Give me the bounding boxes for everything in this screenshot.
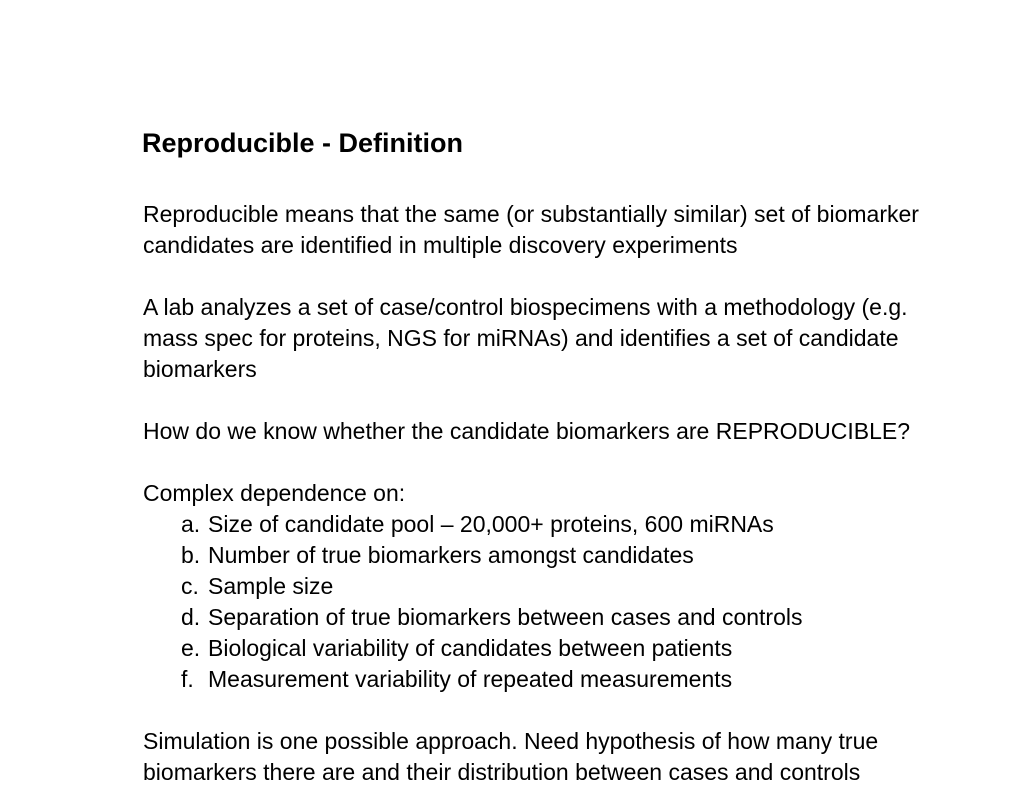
list-marker: c.	[181, 573, 199, 599]
list-marker: a.	[181, 511, 201, 537]
list-item	[143, 571, 1023, 602]
dependence-heading-text: Complex dependence on:	[143, 480, 406, 506]
list-item	[143, 602, 1023, 633]
list-item-text: Measurement variability of repeated measurements	[208, 666, 733, 692]
reproducibility-question	[143, 416, 1023, 447]
simulation-line: Simulation is one possible approach. Need hypothesis of how many true	[143, 728, 879, 754]
list-item-text: Biological variability of candidates between patients	[208, 635, 733, 661]
list-marker: f.	[181, 666, 194, 692]
list-item-text: Number of true biomarkers amongst candidates	[208, 542, 694, 568]
list-item-text: Sample size	[208, 573, 334, 599]
scenario-line: mass spec for proteins, NGS for miRNAs) and identifies a set of candidate	[143, 325, 899, 351]
question-text: How do we know whether the candidate biomarkers are REPRODUCIBLE?	[143, 418, 911, 444]
dependence-heading	[143, 478, 1023, 509]
definition-paragraph	[143, 199, 1023, 261]
slide-body	[143, 199, 1023, 788]
scenario-line: biomarkers	[143, 356, 257, 382]
list-item	[143, 540, 1023, 571]
list-item	[143, 633, 1023, 664]
slide-title: Reproducible - Definition	[142, 128, 463, 158]
list-marker: b.	[181, 542, 201, 568]
list-marker: d.	[181, 604, 201, 630]
list-item-text: Size of candidate pool – 20,000+ proteins, 600 miRNAs	[208, 511, 774, 537]
definition-line: candidates are identified in multiple discovery experiments	[143, 232, 738, 258]
scenario-line: A lab analyzes a set of case/control biospecimens with a methodology (e.g.	[143, 294, 908, 320]
list-item-text: Separation of true biomarkers between cases and controls	[208, 604, 803, 630]
list-marker: e.	[181, 635, 201, 661]
definition-line: Reproducible means that the same (or substantially similar) set of biomarker	[143, 201, 919, 227]
simulation-paragraph	[143, 726, 1023, 788]
list-item	[143, 509, 1023, 540]
dependence-factor-list	[143, 509, 1023, 695]
simulation-line: biomarkers there are and their distribution between cases and controls	[143, 759, 861, 785]
list-item	[143, 664, 1023, 695]
scenario-paragraph	[143, 292, 1023, 385]
